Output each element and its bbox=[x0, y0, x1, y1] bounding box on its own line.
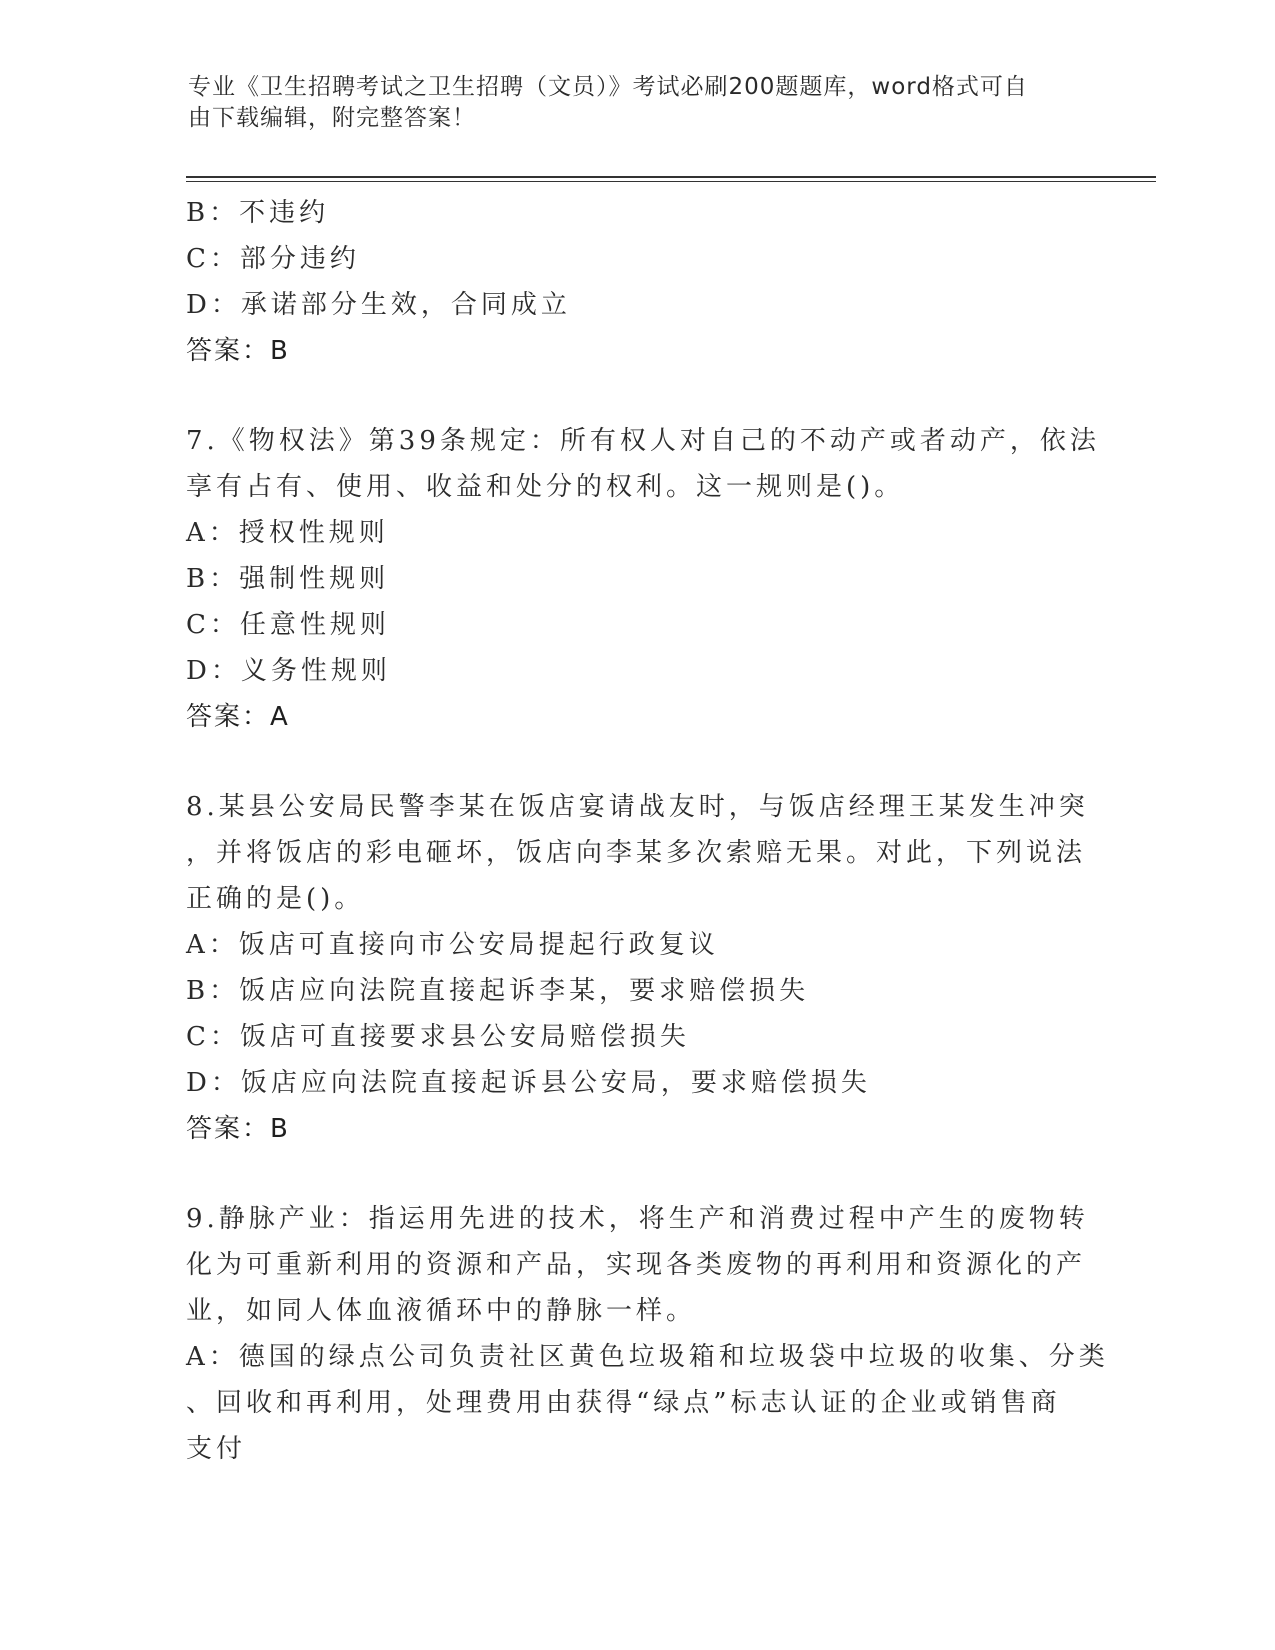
question-9 bbox=[186, 1196, 1109, 1472]
spacer bbox=[186, 374, 1086, 418]
option-c: C：任意性规则 bbox=[186, 610, 390, 640]
document-body bbox=[186, 190, 1109, 1472]
option-c: C：饭店可直接要求县公安局赔偿损失 bbox=[186, 1022, 690, 1052]
header-line-2: 由下载编辑，附完整答案！ bbox=[188, 105, 476, 131]
header-divider-thin bbox=[186, 181, 1156, 182]
spacer bbox=[186, 1152, 1086, 1196]
option-a: A：饭店可直接向市公安局提起行政复议 bbox=[186, 930, 719, 960]
question-stem-line: 化为可重新利用的资源和产品，实现各类废物的再利用和资源化的产 bbox=[186, 1250, 1087, 1280]
option-a-continued: 支付 bbox=[186, 1434, 247, 1464]
question-stem-line: 业，如同人体血液循环中的静脉一样。 bbox=[186, 1296, 697, 1326]
option-d: D：义务性规则 bbox=[186, 656, 391, 686]
answer-label: 答案：A bbox=[186, 702, 290, 732]
spacer bbox=[186, 740, 1086, 784]
option-c: C：部分违约 bbox=[186, 244, 360, 274]
option-d: D：承诺部分生效，合同成立 bbox=[186, 290, 571, 320]
question-stem-line: ，并将饭店的彩电砸坏，饭店向李某多次索赔无果。对此，下列说法 bbox=[186, 838, 1087, 868]
option-a: A：德国的绿点公司负责社区黄色垃圾箱和垃圾袋中垃圾的收集、分类 bbox=[186, 1342, 1109, 1372]
answer-label: 答案：B bbox=[186, 1114, 290, 1144]
question-stem-line: 8.某县公安局民警李某在饭店宴请战友时，与饭店经理王某发生冲突 bbox=[186, 792, 1089, 822]
document-header bbox=[188, 72, 1068, 134]
header-divider-thick bbox=[186, 176, 1156, 178]
option-b: B：饭店应向法院直接起诉李某，要求赔偿损失 bbox=[186, 976, 810, 1006]
question-6-continued bbox=[186, 190, 1086, 374]
option-a: A：授权性规则 bbox=[186, 518, 389, 548]
question-7 bbox=[186, 418, 1100, 740]
question-stem-line: 正确的是()。 bbox=[186, 884, 365, 914]
answer-label: 答案：B bbox=[186, 336, 290, 366]
question-8 bbox=[186, 784, 1089, 1152]
header-line-1: 专业《卫生招聘考试之卫生招聘（文员）》考试必刷200题题库，word格式可自 bbox=[188, 74, 1028, 100]
option-d: D：饭店应向法院直接起诉县公安局，要求赔偿损失 bbox=[186, 1068, 871, 1098]
option-a-continued: 、回收和再利用，处理费用由获得“绿点”标志认证的企业或销售商 bbox=[186, 1388, 1061, 1418]
question-stem-line: 7.《物权法》第39条规定：所有权人对自己的不动产或者动产，依法 bbox=[186, 426, 1100, 456]
question-stem-line: 享有占有、使用、收益和处分的权利。这一规则是()。 bbox=[186, 472, 905, 502]
option-b: B：不违约 bbox=[186, 198, 330, 228]
option-b: B：强制性规则 bbox=[186, 564, 390, 594]
question-stem-line: 9.静脉产业：指运用先进的技术，将生产和消费过程中产生的废物转 bbox=[186, 1204, 1089, 1234]
